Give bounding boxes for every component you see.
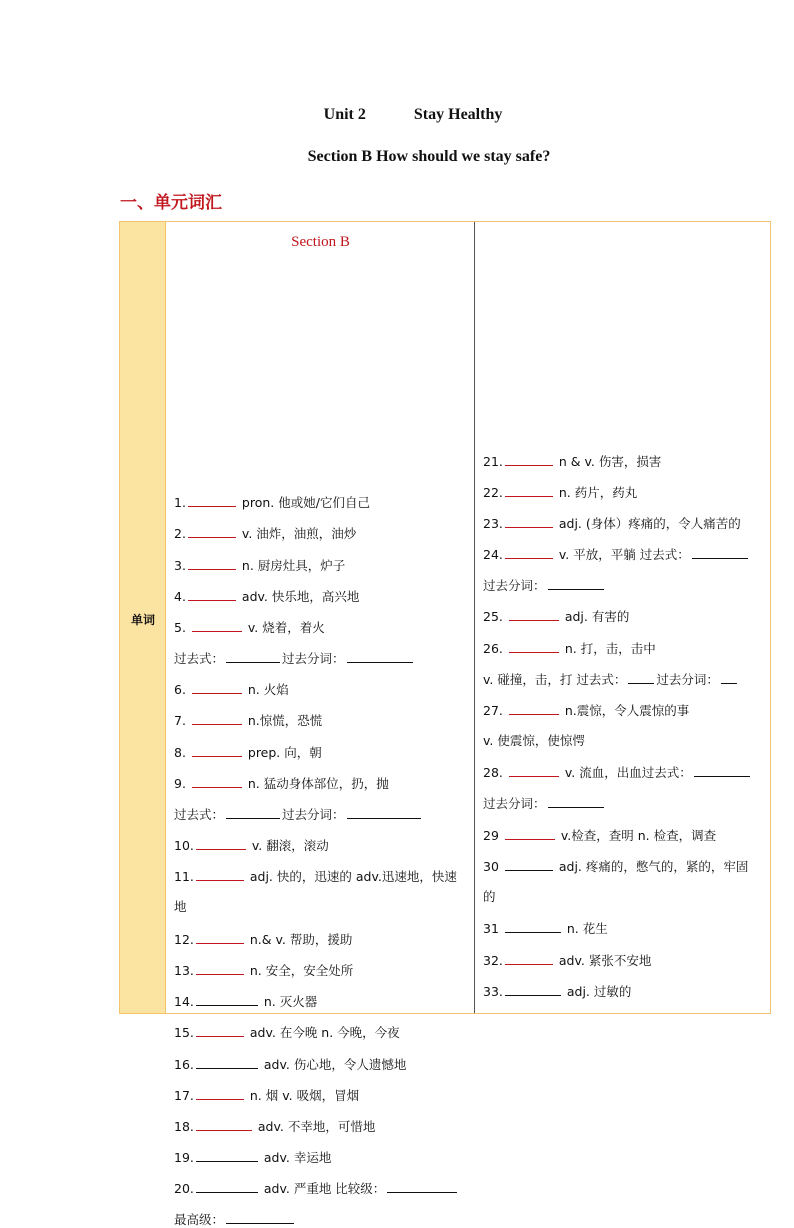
- vocab-line: [483, 764, 752, 781]
- item-text: adj. 快的，迅速的 adv.迅速地，快速: [245, 869, 457, 884]
- answer-blank[interactable]: [347, 806, 421, 819]
- item-text: v. 油炸，油煎，油炒: [237, 526, 357, 541]
- answer-blank[interactable]: [196, 1118, 252, 1131]
- answer-blank[interactable]: [196, 1149, 258, 1162]
- item-text: n. 打，击，击中: [560, 641, 656, 656]
- item-text: v. 流血，出血过去式：: [560, 765, 692, 780]
- item-tail: 过去分词：: [656, 672, 719, 687]
- vocab-line: [174, 1211, 296, 1228]
- item-text: v. 碰撞，击，打 过去式：: [483, 672, 627, 687]
- row-label-cell: [120, 222, 166, 1013]
- unit-title: [16, 106, 794, 124]
- item-text: adj. 有害的: [560, 609, 630, 624]
- vocab-line: [483, 671, 739, 688]
- item-text: n. 花生: [562, 921, 608, 936]
- item-text: adv. 幸运地: [259, 1150, 332, 1165]
- item-text: n. 厨房灶具，炉子: [237, 558, 346, 573]
- vocab-line: [174, 837, 329, 854]
- item-text: adv. 快乐地，高兴地: [237, 589, 360, 604]
- vocab-line: [483, 640, 656, 657]
- answer-blank[interactable]: [192, 744, 242, 757]
- item-number: 4.: [174, 589, 186, 604]
- item-text: adj. (身体）疼痛的，令人痛苦的: [554, 516, 741, 531]
- item-text: 过去式：: [174, 807, 225, 822]
- vocab-line: [174, 868, 457, 885]
- vocab-line: [483, 827, 716, 844]
- item-text: v. 烧着，着火: [243, 620, 325, 635]
- item-text: n.震惊，令人震惊的事: [560, 703, 690, 718]
- answer-blank[interactable]: [196, 1180, 258, 1193]
- vocab-line: [174, 619, 325, 636]
- answer-blank[interactable]: [509, 702, 559, 715]
- vocab-line: [174, 681, 289, 698]
- item-number: 19.: [174, 1150, 194, 1165]
- answer-blank[interactable]: [188, 525, 236, 538]
- answer-blank[interactable]: [226, 806, 280, 819]
- item-text: n & v. 伤害，损害: [554, 454, 662, 469]
- vocab-line: [483, 983, 631, 1000]
- item-number: 18.: [174, 1119, 194, 1134]
- item-number: 2.: [174, 526, 186, 541]
- vocab-line: [174, 931, 352, 948]
- answer-blank[interactable]: [196, 1087, 244, 1100]
- item-text: n. 安全，安全处所: [245, 963, 354, 978]
- item-text: v. 翻滚，滚动: [247, 838, 329, 853]
- item-text: adv. 在今晚 n. 今晚，今夜: [245, 1025, 400, 1040]
- answer-blank[interactable]: [509, 608, 559, 621]
- left-column: [166, 222, 475, 1227]
- item-text: v.检查，查明 n. 检查，调查: [556, 828, 717, 843]
- answer-blank[interactable]: [505, 453, 553, 466]
- item-number: 14.: [174, 994, 194, 1009]
- item-number: 6.: [174, 682, 190, 697]
- vocab-line: [174, 1149, 331, 1166]
- item-text: 的: [483, 889, 496, 904]
- answer-blank[interactable]: [226, 650, 280, 663]
- answer-blank[interactable]: [505, 484, 553, 497]
- vocab-line: [174, 775, 389, 792]
- vocab-line: [483, 515, 741, 532]
- item-number: 23.: [483, 516, 503, 531]
- vocab-line: [174, 525, 356, 542]
- vocab-line: [483, 702, 689, 719]
- item-number: 17.: [174, 1088, 194, 1103]
- answer-blank[interactable]: [505, 920, 561, 933]
- answer-blank[interactable]: [505, 858, 553, 871]
- answer-blank[interactable]: [721, 671, 737, 684]
- item-number: 29: [483, 828, 503, 843]
- answer-blank[interactable]: [628, 671, 654, 684]
- answer-blank[interactable]: [188, 588, 236, 601]
- item-text: n.& v. 帮助，援助: [245, 932, 353, 947]
- item-number: 27.: [483, 703, 507, 718]
- item-number: 13.: [174, 963, 194, 978]
- answer-blank[interactable]: [196, 837, 246, 850]
- item-text: adv. 严重地 比较级：: [259, 1181, 386, 1196]
- item-number: 12.: [174, 932, 194, 947]
- answer-blank[interactable]: [192, 712, 242, 725]
- vocab-line: [483, 920, 608, 937]
- unit-number: Unit 2: [323, 106, 366, 123]
- answer-blank[interactable]: [505, 983, 561, 996]
- answer-blank[interactable]: [509, 640, 559, 653]
- vocab-line: [483, 484, 637, 501]
- item-number: 7.: [174, 713, 190, 728]
- item-number: 26.: [483, 641, 507, 656]
- answer-blank[interactable]: [196, 1024, 244, 1037]
- row-label: 单词: [130, 613, 155, 627]
- item-number: 32.: [483, 953, 503, 968]
- item-text: adv. 紧张不安地: [554, 953, 652, 968]
- vocab-line: [174, 993, 317, 1010]
- item-number: 10.: [174, 838, 194, 853]
- item-number: 1.: [174, 495, 186, 510]
- item-text: adj. 过敏的: [562, 984, 632, 999]
- unit-name: Stay Healthy: [413, 106, 503, 123]
- answer-blank[interactable]: [548, 795, 604, 808]
- item-text: 过去分词：: [483, 796, 546, 811]
- answer-blank[interactable]: [196, 931, 244, 944]
- answer-blank[interactable]: [226, 1211, 294, 1224]
- answer-blank[interactable]: [548, 577, 604, 590]
- vocab-line: [483, 577, 606, 594]
- item-text: n. 烟 v. 吸烟，冒烟: [245, 1088, 360, 1103]
- item-text: 地: [174, 899, 187, 914]
- vocab-line: [174, 1056, 406, 1073]
- vocab-line: [174, 899, 187, 915]
- item-text: v. 使震惊，使惊愕: [483, 733, 585, 748]
- vocab-line: [483, 858, 748, 875]
- item-text: n.惊慌，恐慌: [243, 713, 323, 728]
- item-text: 最高级：: [174, 1212, 225, 1227]
- item-number: 5.: [174, 620, 190, 635]
- vocab-line: [174, 806, 423, 823]
- item-text: adv. 伤心地，令人遗憾地: [259, 1057, 407, 1072]
- vocab-line: [174, 1180, 459, 1197]
- item-number: 20.: [174, 1181, 194, 1196]
- item-number: 15.: [174, 1025, 194, 1040]
- item-number: 9.: [174, 776, 190, 791]
- vocabulary-table: [119, 221, 771, 1227]
- answer-blank[interactable]: [192, 619, 242, 632]
- answer-blank[interactable]: [188, 557, 236, 570]
- answer-blank[interactable]: [192, 775, 242, 788]
- answer-blank[interactable]: [196, 868, 244, 881]
- item-text: 过去分词：: [483, 578, 546, 593]
- item-number: 16.: [174, 1057, 194, 1072]
- item-tail: 过去分词：: [282, 651, 345, 666]
- item-text: n. 火焰: [243, 682, 289, 697]
- answer-blank[interactable]: [387, 1180, 457, 1193]
- vocab-line: [483, 795, 606, 812]
- vocab-line: [174, 557, 345, 574]
- vocab-line: [483, 608, 629, 625]
- item-text: v. 平放，平躺 过去式：: [554, 547, 690, 562]
- vocab-line: [483, 952, 651, 969]
- answer-blank[interactable]: [192, 681, 242, 694]
- right-column: [475, 222, 769, 1013]
- item-text: n. 灭火器: [259, 994, 318, 1009]
- vocab-line: [174, 1024, 400, 1041]
- section-heading: Section B: [291, 234, 350, 250]
- vocab-line: [174, 588, 359, 605]
- vocabulary-heading: 一、单元词汇: [120, 193, 222, 213]
- item-number: 33.: [483, 984, 503, 999]
- vocab-line: [174, 650, 415, 667]
- vocab-line: [483, 733, 585, 749]
- answer-blank[interactable]: [505, 827, 555, 840]
- vocab-line: [174, 712, 322, 729]
- answer-blank[interactable]: [196, 1056, 258, 1069]
- item-tail: 过去分词：: [282, 807, 345, 822]
- vocab-line: [174, 1087, 359, 1104]
- item-text: prep. 向，朝: [243, 745, 322, 760]
- answer-blank[interactable]: [505, 546, 553, 559]
- vocab-line: [174, 494, 370, 511]
- item-text: pron. 他或她/它们自己: [237, 495, 370, 510]
- answer-blank[interactable]: [505, 952, 553, 965]
- item-number: 11.: [174, 869, 194, 884]
- item-number: 21.: [483, 454, 503, 469]
- item-text: adj. 疼痛的，憋气的，紧的，牢固: [554, 859, 749, 874]
- answer-blank[interactable]: [692, 546, 748, 559]
- vocab-line: [174, 962, 353, 979]
- item-number: 8.: [174, 745, 190, 760]
- answer-blank[interactable]: [196, 962, 244, 975]
- item-text: n. 猛动身体部位，扔，抛: [243, 776, 389, 791]
- item-number: 3.: [174, 558, 186, 573]
- item-number: 22.: [483, 485, 503, 500]
- vocab-line: [483, 546, 750, 563]
- item-number: 30: [483, 859, 503, 874]
- vocab-line: [483, 889, 496, 905]
- vocab-line: [483, 453, 661, 470]
- item-number: 28.: [483, 765, 507, 780]
- answer-blank[interactable]: [509, 764, 559, 777]
- answer-blank[interactable]: [694, 764, 750, 777]
- section-title: Section B How should we stay safe?: [307, 148, 551, 165]
- answer-blank[interactable]: [505, 515, 553, 528]
- item-number: 24.: [483, 547, 503, 562]
- item-number: 25.: [483, 609, 507, 624]
- answer-blank[interactable]: [347, 650, 413, 663]
- answer-blank[interactable]: [196, 993, 258, 1006]
- item-text: adv. 不幸地，可惜地: [253, 1119, 376, 1134]
- item-text: 过去式：: [174, 651, 225, 666]
- vocab-line: [174, 744, 322, 761]
- vocab-line: [174, 1118, 375, 1135]
- answer-blank[interactable]: [188, 494, 236, 507]
- item-text: n. 药片，药丸: [554, 485, 638, 500]
- item-number: 31: [483, 921, 503, 936]
